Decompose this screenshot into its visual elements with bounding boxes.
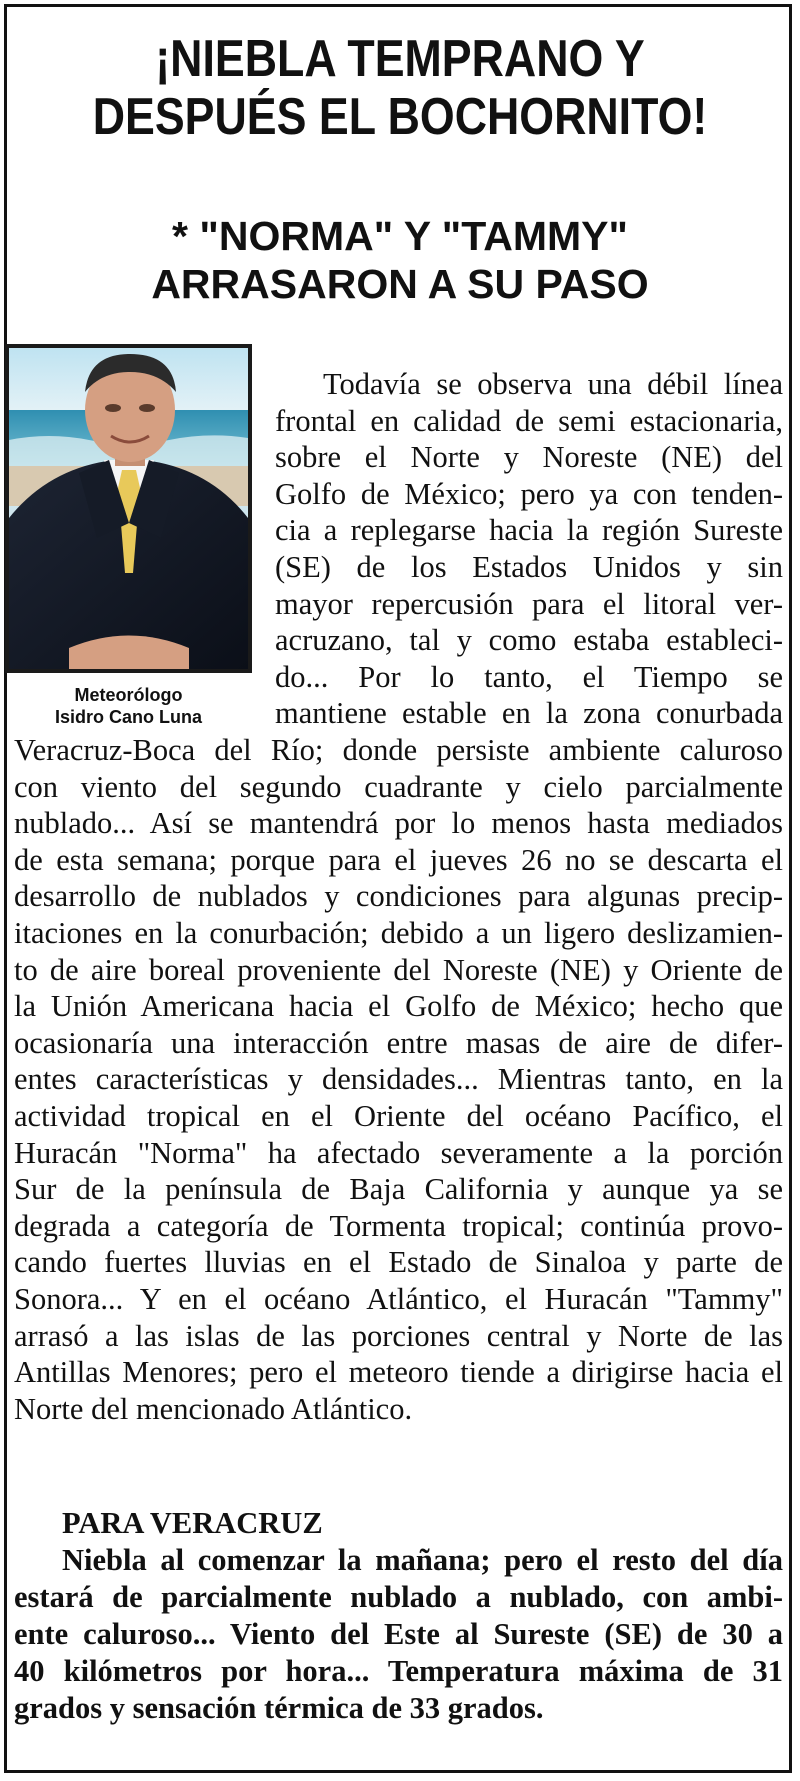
article-line: la Unión Americana hacia el Golfo de México; hecho que [14,989,783,1024]
article-line: itaciones en la conurbación; debido a un ligero deslizamien- [14,915,783,950]
article-line: desarrollo de nublados y condiciones para algunas precip- [14,879,783,914]
article-line: entes características y densidades... Mientras tanto, en la [14,1062,783,1097]
article-line: nublado... Así se mantendrá por lo menos hasta mediados [14,806,783,841]
article-line: arrasó a las islas de las porciones central y Norte de las [14,1318,783,1353]
article-line: actividad tropical en el Oriente del océano Pacífico, el [14,1098,783,1133]
forecast-title: PARA VERACRUZ [62,1506,323,1540]
article-full-width [14,732,783,1427]
article-line: Sur de la península de Baja California y aunque ya se [14,1172,783,1207]
article-line: (SE) de los Estados Unidos y sin [275,549,783,584]
headline-line-2: DESPUÉS EL BOCHORNITO! [92,88,708,146]
article-line: cia a replegarse hacia la región Sureste [275,513,783,548]
headline [56,30,744,146]
article-line: con viento del segundo cuadrante y cielo parcialmente [14,769,783,804]
article-line: Todavía se observa una débil línea [323,367,783,401]
forecast-text [14,1542,783,1727]
article-line: to de aire boreal proveniente del Noreste (NE) y Oriente de [14,952,783,987]
article-line: Veracruz-Boca del Río; donde persiste ambiente caluroso [14,733,783,767]
forecast-line: 40 kilómetros por hora... Temperatura máxima de 31 [14,1654,783,1688]
article-line: do... Por lo tanto, el Tiempo se [275,659,783,694]
article-line: acruzano, tal y como estaba estableci- [275,623,783,658]
forecast-line: estará de parcialmente nublado a nublado, con ambi- [14,1580,783,1614]
article-right-column [275,366,783,732]
caption-name: Isidro Cano Luna [54,707,202,727]
article-line: Huracán "Norma" ha afectado severamente a la porción [14,1135,783,1170]
article-line: Sonora... Y en el océano Atlántico, el Huracán "Tammy" [14,1281,783,1316]
article-line: mantiene estable en la zona conurbada [275,696,783,731]
headline-line-1: ¡NIEBLA TEMPRANO Y [155,30,645,88]
portrait-illustration [9,348,248,669]
forecast-line: grados y sensación térmica de 33 grados. [14,1691,544,1725]
photo-caption [5,684,252,728]
article-line: Antillas Menores; pero el meteoro tiende a dirigirse hacia el [14,1355,783,1390]
article-line: sobre el Norte y Noreste (NE) del [275,440,783,475]
caption-title: Meteorólogo [74,685,183,705]
forecast-line: ente caluroso... Viento del Este al Sureste (SE) de 30 a [14,1617,783,1651]
article-line: mayor repercusión para el litoral ver- [275,586,783,621]
article-line: Golfo de México; pero ya con tenden- [275,476,783,511]
subheadline [0,212,800,308]
article-line: degrada a categoría de Tormenta tropical; continúa provo- [14,1208,783,1243]
article-line: Norte del mencionado Atlántico. [14,1391,413,1426]
article-line: ocasionaría una interacción entre masas de aire de difer- [14,1025,783,1060]
article-line: de esta semana; porque para el jueves 26 no se descarta el [14,842,783,877]
subheadline-line-1: * "NORMA" Y "TAMMY" [172,213,628,259]
meteorologist-photo [5,344,252,673]
article-line: frontal en calidad de semi estacionaria, [275,403,783,438]
article-line: cando fuertes lluvias en el Estado de Sinaloa y parte de [14,1245,783,1280]
forecast-line: Niebla al comenzar la mañana; pero el resto del día [62,1543,783,1577]
subheadline-line-2: ARRASARON A SU PASO [151,261,649,307]
